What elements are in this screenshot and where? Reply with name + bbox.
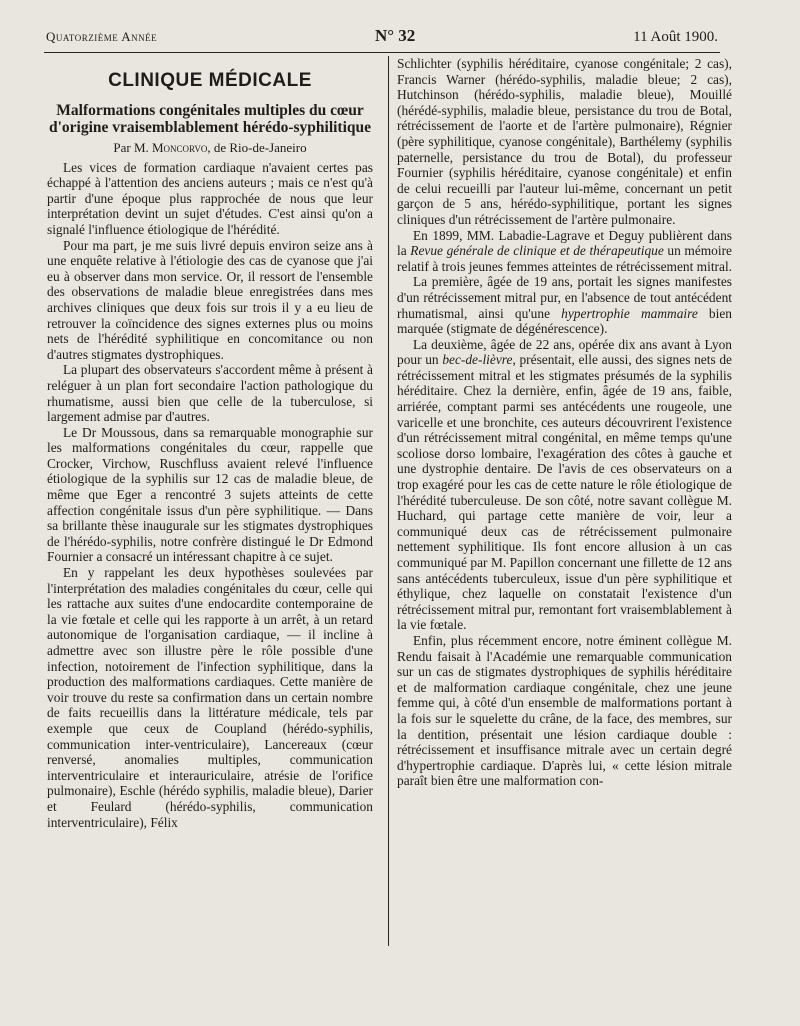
- paragraph: La plupart des observateurs s'accordent même à présent à reléguer à un plan fort secondaire l'action pathologique du rhumatisme, aussi bien que celle de la tuberculose, si largement admise par d'autres.: [47, 362, 373, 425]
- issue-number: N° 32: [374, 26, 416, 45]
- paragraph: Le Dr Moussous, dans sa remarquable monographie sur les malformations congénitales du cœur, rappelle que Crocker, Virchow, Ruschfluss avaient relevé l'influence étiologique de la syphilis sur 12 cas de maladie bleue, de même que Eger a rencontré 3 sujets atteints de cette affection congénitale issus d'un père syphilitique. — Dans sa brillante thèse inaugurale sur les stigmates dystrophiques de l'hérédo-syphilis, notre confrère distingué le Dr Edmond Fournier a consacré un intéressant chapitre à ce sujet.: [47, 424, 373, 565]
- section-title: CLINIQUE MÉDICALE: [108, 70, 312, 91]
- paragraph: [397, 337, 732, 633]
- byline: [47, 140, 373, 156]
- journal-title: Revue générale de clinique et de thérapeutique: [410, 243, 664, 259]
- text-run: bien marquée (stigmate de dégénérescence).: [397, 305, 732, 337]
- author-name: Moncorvo: [152, 140, 208, 155]
- paragraph: En y rappelant les deux hypothèses soulevées par l'interprétation des maladies congénitales du cœur, celle qui les rattache aux suites d'une endocardite contemporaine de la vie fœtale et celle qui les rapporte à un arrêt, à un retard autonomique de l'organisation cardiaque, — il incline à admettre avec son illustre père le rôle possible d'une infection, notoirement de l'infection syphilitique, dans la production des malformations cardiaques. Cette manière de voir trouve du reste sa confirmation dans un certain nombre de faits recueillis dans la littérature médicale, tels par exemple que ceux de Coupland (hérédo-syphilis, communication inter-ventriculaire), Lancereaux (cœur renversé, anomalies multiples, communication interventriculaire et interauriculaire, atrésie de l'orifice pulmonaire), Eschle (hérédo syphilis, maladie bleue), Darier et Feulard (hérédo-syphilis, communication interventriculaire), Félix: [47, 565, 373, 830]
- text-run: La deuxième, âgée de 22 ans, opérée dix ans avant à Lyon pour un: [397, 336, 732, 368]
- paragraph: [397, 228, 732, 275]
- italic-term: bec-de-lièvre: [442, 352, 513, 368]
- text-run: un mémoire relatif à trois jeunes femmes atteintes de rétrécissement mitral.: [397, 243, 733, 274]
- byline-prefix: Par M.: [113, 140, 149, 155]
- paragraph: [397, 274, 732, 336]
- right-column: [397, 56, 732, 789]
- issue-date: 11 Août 1900.: [633, 29, 718, 45]
- left-column: [47, 62, 373, 830]
- article-title: Malformations congénitales multiples du cœur d'origine vraisemblablement hérédo-syphilitique: [48, 102, 372, 136]
- paragraph: Pour ma part, je me suis livré depuis environ seize ans à une enquête relative à l'étiologie des cas de cyanose que j'ai eu à observer dans mon service. Or, il ressort de l'ensemble des observations de maladie bleue enregistrées dans mes archives cliniques que deux fois sur trois il y a eu lieu de retrouver la coïncidence des signes externes plus ou moins nets de l'hérédité syphilitique en concomitance ou non d'autres stigmates dystrophiques.: [47, 237, 373, 362]
- byline-suffix: , de Rio-de-Janeiro: [207, 140, 307, 155]
- italic-term: hypertrophie mammaire: [561, 305, 698, 321]
- paragraph: Les vices de formation cardiaque n'avaient certes pas échappé à l'attention des anciens auteurs ; mais ce n'est qu'à partir d'une époque plus rapprochée de nous que leur interprétation devint un sujet d'études. C'est ainsi qu'on a signalé l'influence étiologique de l'hérédité.: [47, 159, 373, 237]
- column-divider: [388, 56, 389, 946]
- text-run: En 1899, MM. Labadie-Lagrave et Deguy publièrent dans la: [397, 227, 732, 259]
- text-run: La première, âgée de 19 ans, portait les signes manifestes d'un rétrécissement mitral pur, en l'absence de tout antécédent rhumatismal, ainsi qu'une: [397, 274, 732, 321]
- page-header: [46, 26, 718, 52]
- paragraph: Enfin, plus récemment encore, notre éminent collègue M. Rendu faisait à l'Académie une remarquable communication sur un cas de stigmates dystrophiques de syphilis héréditaire et de malformation cardiaque congénitale, chez une jeune femme qui, à côté d'un ensemble de malformations portant à la fois sur le squelette du crâne, de la face, des membres, sur la dentition, présentait une lésion cardiaque double : rétrécissement et insuffisance mitrale avec un certain degré d'hypertrophie cardiaque. D'après lui, « cette lésion mitrale paraît bien être une malformation con-: [397, 632, 732, 789]
- text-run: , présentait, elle aussi, des signes nets de rétrécissement mitral et les stigmates présumés de la syphilis héréditaire. Chez la dernière, enfin, âgée de 19 ans, faible, arriérée, comptant parmi ses antécédents une rougeole, une varicelle et une bronchite, ces auteurs découvrirent l'existence d'un rétrécissement mitral congénital, en même temps qu'une scoliose dorso lombaire, l'exagération des côtes à gauche et une dystrophie dentaire. De l'avis de ces observateurs on a trop exagéré pour les cas de cette nature le rôle étiologique de l'hérédité tuberculeuse. De son côté, notre savant collègue M. Huchard, qui partage cette manière de voir, leur a communiqué deux cas de rétrécissement pulmonaire nettement syphilitique. Ils font encore allusion à un cas communiqué par M. Papillon concernant une fillette de 12 ans sans antécédents tuberculeux, issue d'un père syphilitique et éthylique, chez laquelle on constatait l'existence d'un rétrécissement mitral pur, remontant fort vraisemblablement à la vie fœtale.: [397, 352, 732, 633]
- header-rule: [44, 52, 720, 53]
- paragraph: Schlichter (syphilis héréditaire, cyanose congénitale; 2 cas), Francis Warner (hérédo-syphilis, maladie bleue; 2 cas), Hutchinson (hérédo-syphilis, maladie bleue), Mouillé (hérédé-syphilis, maladie bleue, persistance du trou de Botal, rétrécissement de l'aorte et de l'artère pulmonaire), Régnier (père syphilitique, cyanose congénitale), Barthélemy (syphilis paternelle, persistance du trou de Botal), du professeur Fournier (syphilis héréditaire, cyanose congénitale) et enfin de celui recueilli par l'auteur lui-même, concernant un petit garçon de 5 ans, hérédo-syphilitique, portant les signes cliniques d'un rétrécissement de l'artère pulmonaire.: [397, 56, 732, 227]
- volume-label: Quatorzième Année: [46, 29, 158, 44]
